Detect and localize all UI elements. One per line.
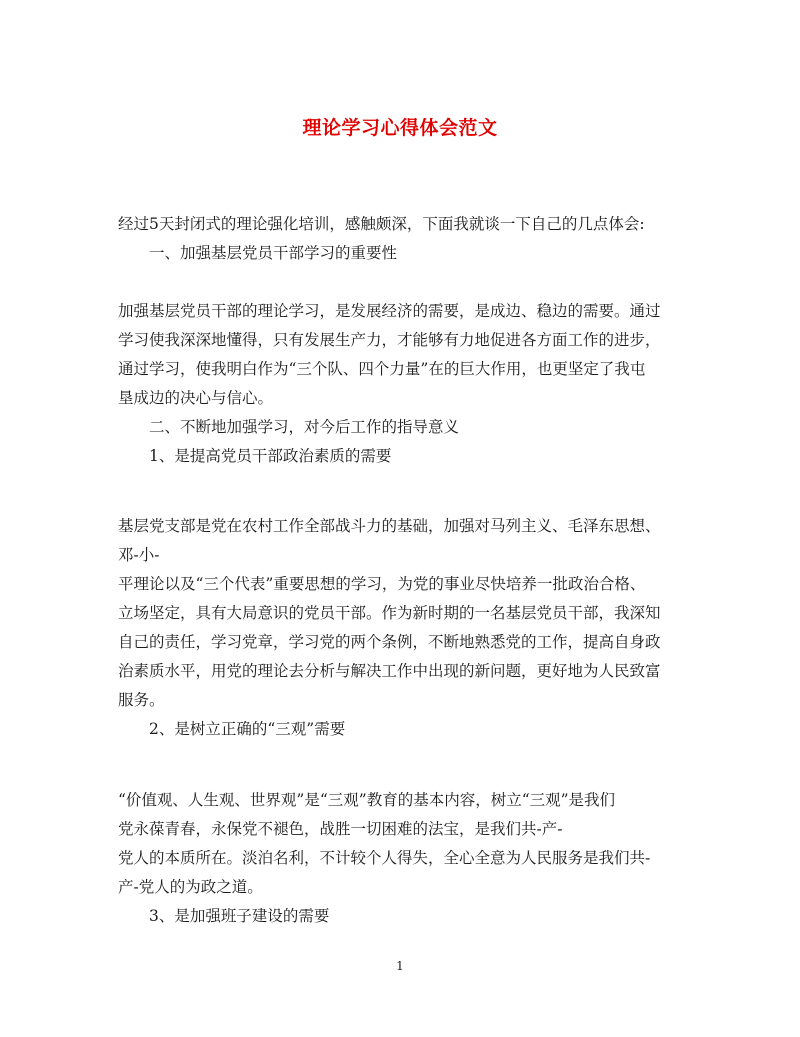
paragraph-2	[118, 512, 688, 744]
text-line: 经过5天封闭式的理论强化培训，感触颇深，下面我就谈一下自己的几点体会:	[118, 215, 645, 233]
text-line: 通过学习，使我明白作为“三个队、四个力量”在的巨大作用，也更坚定了我屯	[118, 360, 646, 378]
text-line: 邓-小-	[118, 546, 160, 564]
text-line: 治素质水平，用党的理论去分析与解决工作中出现的新问题，更好地为人民致富	[118, 662, 661, 680]
text-line: “价值观、人生观、世界观”是“三观”教育的基本内容，树立“三观”是我们	[118, 791, 616, 809]
page-number: 1	[396, 959, 404, 973]
intro-paragraph	[118, 210, 688, 268]
text-line: 党永葆青春，永保党不褪色，战胜一切困难的法宝，是我们共-产-	[118, 820, 563, 838]
paragraph-1	[118, 297, 688, 471]
section-heading-1: 一、加强基层党员干部学习的重要性	[149, 244, 398, 262]
text-line: 服务。	[118, 691, 165, 709]
subsection-heading-2: 2、是树立正确的“三观”需要	[149, 720, 346, 738]
text-line: 自己的责任，学习党章，学习党的两个条例，不断地熟悉党的工作，提高自身政	[118, 633, 661, 651]
section-heading-2: 二、不断地加强学习，对今后工作的指导意义	[149, 418, 460, 436]
document-title: 理论学习心得体会范文	[302, 117, 498, 139]
text-line: 平理论以及“三个代表”重要思想的学习，为党的事业尽快培养一批政治合格、	[118, 575, 646, 593]
text-line: 党人的本质所在。淡泊名利，不计较个人得失，全心全意为人民服务是我们共-	[118, 849, 651, 867]
text-line: 基层党支部是党在农村工作全部战斗力的基础，加强对马列主义、毛泽东思想、	[118, 517, 661, 535]
text-line: 垦成边的决心与信心。	[118, 389, 274, 407]
subsection-heading-3: 3、是加强班子建设的需要	[149, 907, 330, 925]
text-line: 加强基层党员干部的理论学习，是发展经济的需要，是成边、稳边的需要。通过	[118, 302, 661, 320]
paragraph-3	[118, 786, 688, 931]
subsection-heading-1: 1、是提高党员干部政治素质的需要	[149, 447, 392, 465]
text-line: 立场坚定，具有大局意识的党员干部。作为新时期的一名基层党员干部，我深知	[118, 604, 661, 622]
text-line: 学习使我深深地懂得，只有发展生产力，才能够有力地促进各方面工作的进步，	[118, 331, 661, 349]
text-line: 产-党人的为政之道。	[118, 878, 263, 896]
